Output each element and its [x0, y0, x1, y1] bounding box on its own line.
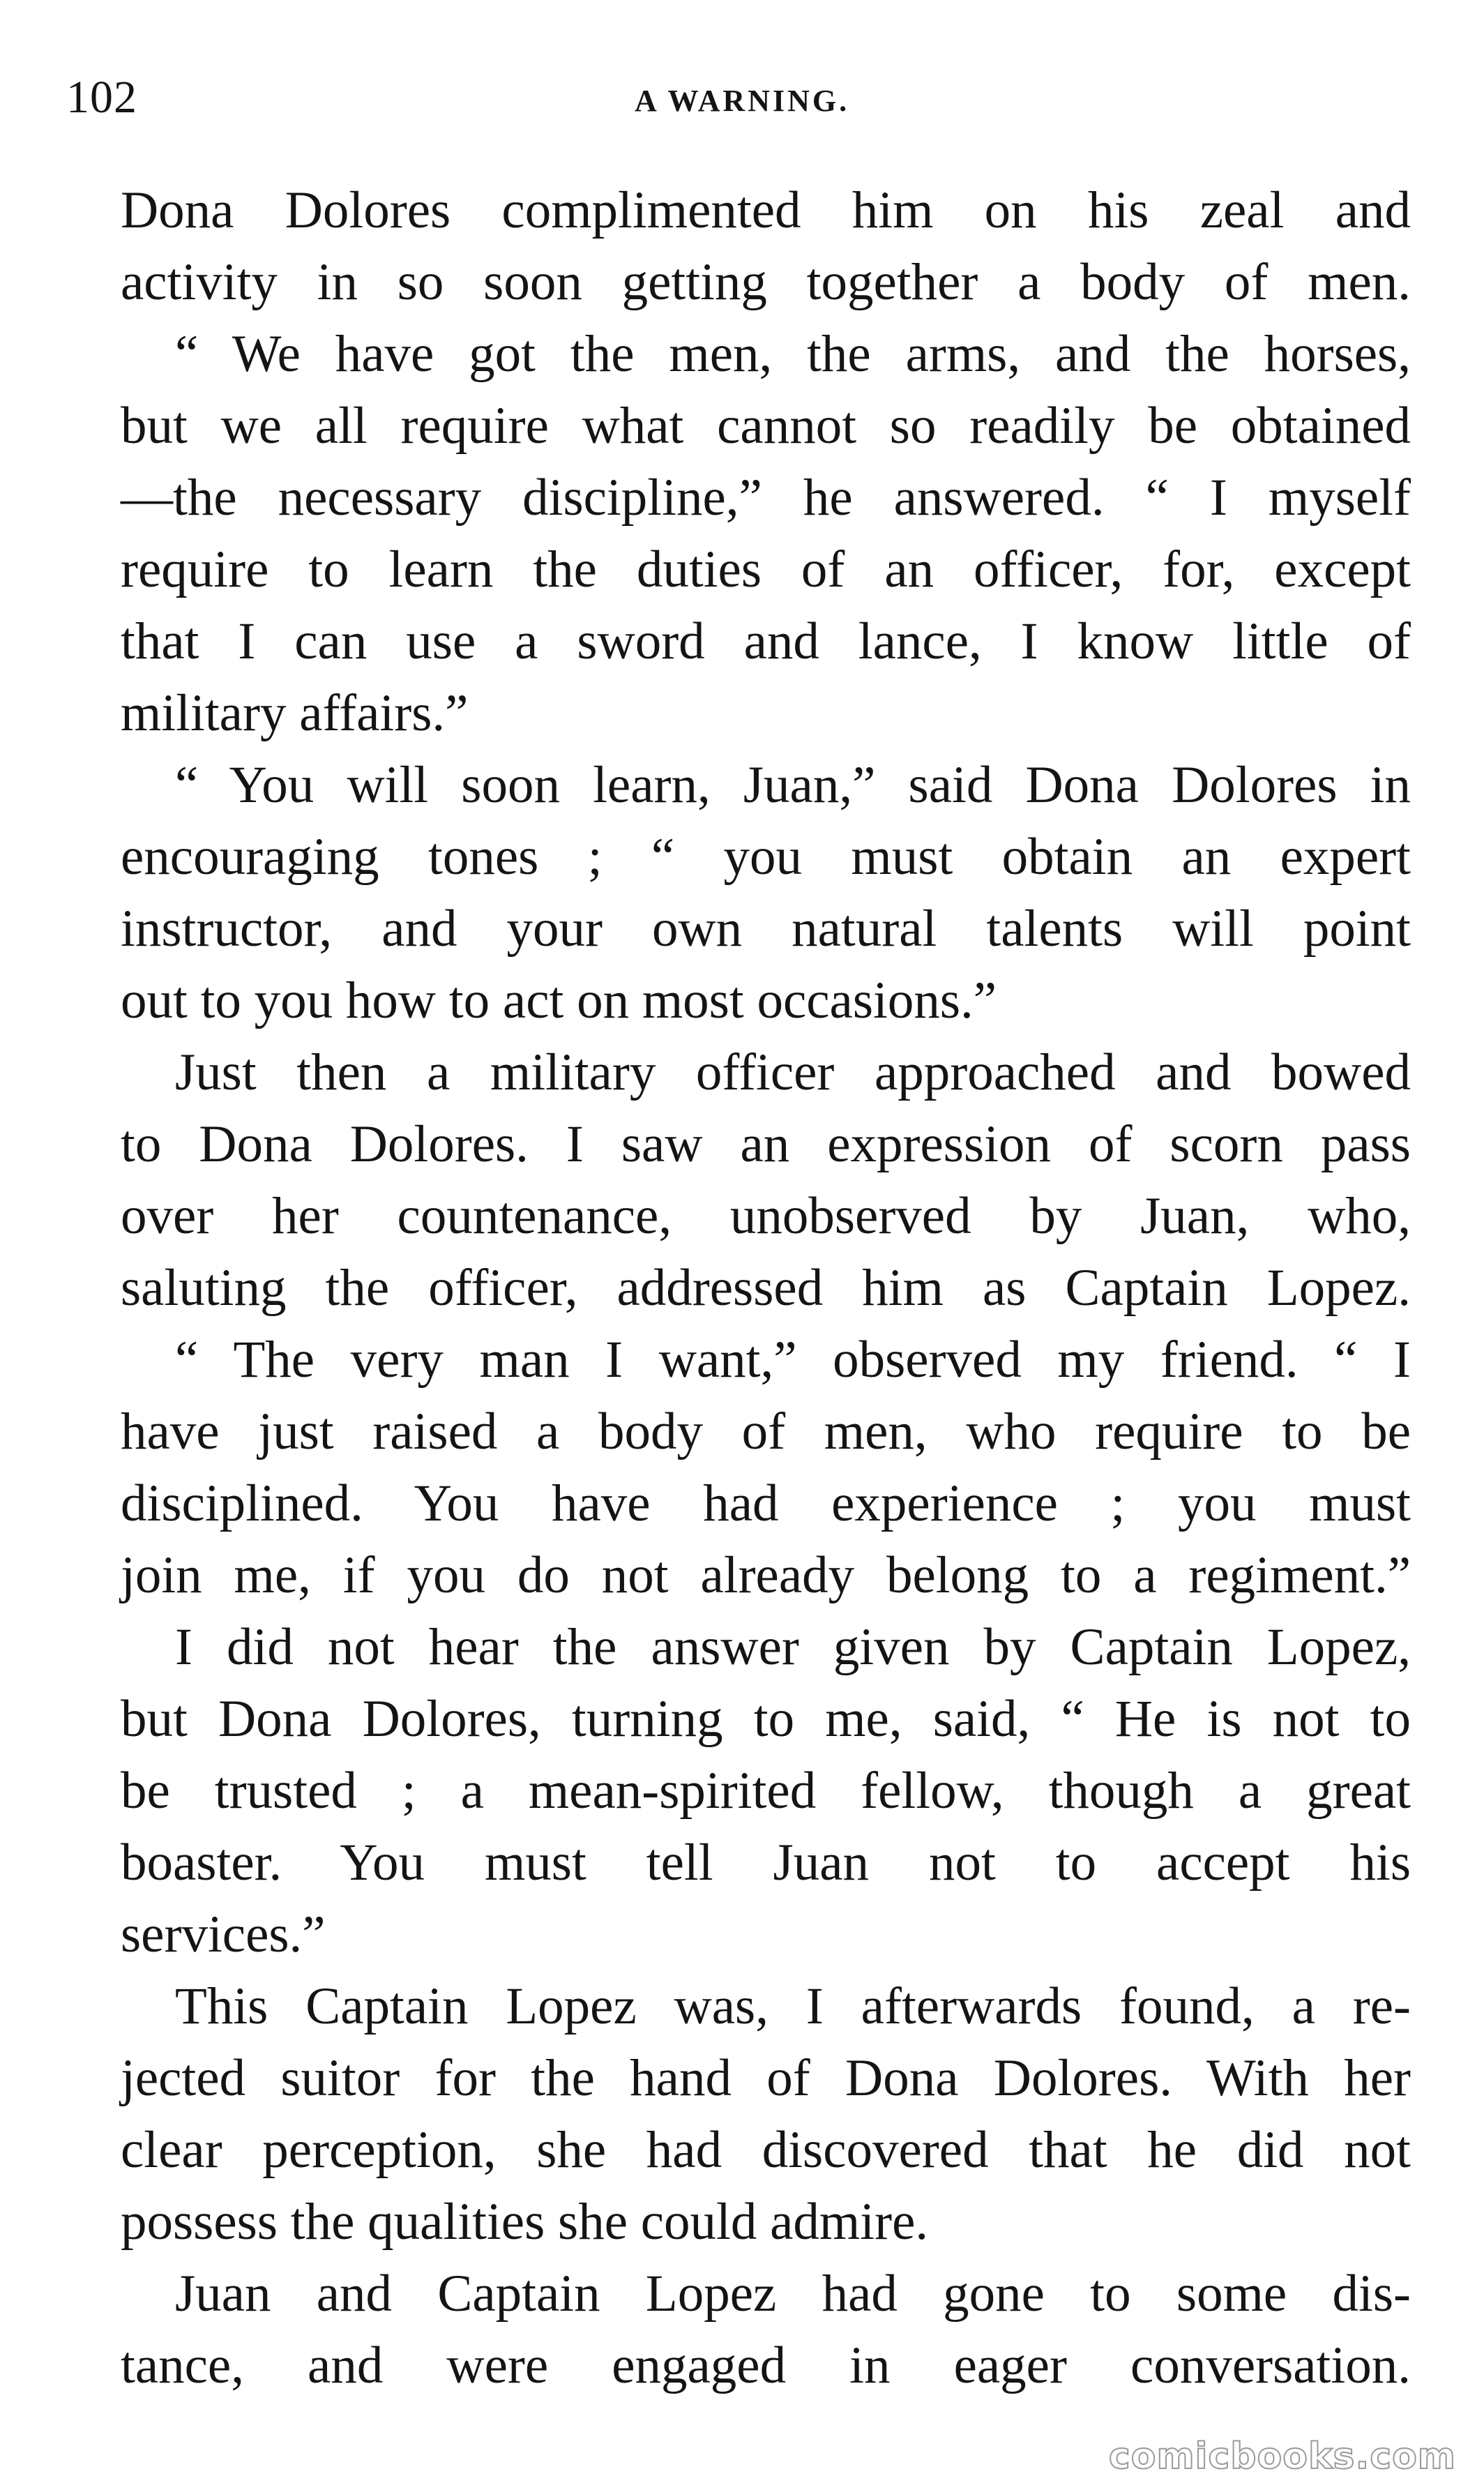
text-line: “ We have got the men, the arms, and the horses,	[175, 325, 1411, 383]
page-number: 102	[66, 72, 137, 123]
text-line: but Dona Dolores, turning to me, said, “ He is not to	[121, 1690, 1411, 1748]
text-line: be trusted ; a mean-spirited fellow, though a great	[121, 1762, 1411, 1820]
text-line: I did not hear the answer given by Captain Lopez,	[175, 1618, 1411, 1676]
text-line: possess the qualities she could admire.	[121, 2193, 929, 2251]
text-line: Just then a military officer approached and bowed	[175, 1043, 1411, 1101]
running-title: A WARNING.	[634, 84, 850, 118]
text-line: out to you how to act on most occasions.”	[121, 972, 997, 1029]
running-head	[66, 66, 1418, 129]
text-line: This Captain Lopez was, I afterwards found, a re-	[175, 1977, 1411, 2035]
text-line: tance, and were engaged in eager conversation.	[121, 2337, 1411, 2394]
paragraph	[66, 1324, 1411, 1611]
watermark-logo: comicbooks.com	[1108, 2436, 1456, 2477]
text-line: that I can use a sword and lance, I know little of	[121, 612, 1411, 670]
text-line: “ You will soon learn, Juan,” said Dona Dolores in	[175, 756, 1411, 814]
paragraph	[66, 1970, 1411, 2258]
text-line: disciplined. You have had experience ; you must	[121, 1474, 1411, 1532]
text-line: encouraging tones ; “ you must obtain an expert	[121, 828, 1411, 886]
text-line: instructor, and your own natural talents will point	[121, 900, 1411, 958]
text-line: saluting the officer, addressed him as Captain Lopez.	[121, 1259, 1411, 1317]
paragraph	[66, 749, 1411, 1036]
text-line: have just raised a body of men, who require to be	[121, 1403, 1411, 1461]
text-line: over her countenance, unobserved by Juan, who,	[121, 1187, 1411, 1245]
paragraph	[66, 318, 1411, 749]
text-line: to Dona Dolores. I saw an expression of scorn pass	[121, 1115, 1411, 1173]
text-line: services.”	[121, 1905, 326, 1963]
text-line: join me, if you do not already belong to a regiment.”	[121, 1546, 1411, 1604]
body-text	[66, 174, 1411, 2401]
text-line: require to learn the duties of an officer, for, except	[121, 541, 1411, 598]
text-line: —the necessary discipline,” he answered. “ I myself	[121, 469, 1411, 527]
text-line: activity in so soon getting together a body of men.	[121, 253, 1411, 311]
text-line: boaster. You must tell Juan not to accept his	[121, 1834, 1411, 1892]
text-line: Dona Dolores complimented him on his zeal and	[121, 181, 1411, 239]
text-line: Juan and Captain Lopez had gone to some dis-	[175, 2265, 1411, 2323]
text-line: military affairs.”	[121, 684, 469, 742]
text-line: clear perception, she had discovered that he did not	[121, 2121, 1411, 2179]
text-line: but we all require what cannot so readily be obtained	[121, 397, 1411, 455]
paragraph	[66, 1036, 1411, 1324]
paragraph	[66, 2258, 1411, 2401]
text-line: “ The very man I want,” observed my friend. “ I	[175, 1331, 1411, 1389]
paragraph	[66, 1611, 1411, 1970]
text-line: jected suitor for the hand of Dona Dolores. With her	[121, 2049, 1411, 2107]
paragraph	[66, 174, 1411, 318]
